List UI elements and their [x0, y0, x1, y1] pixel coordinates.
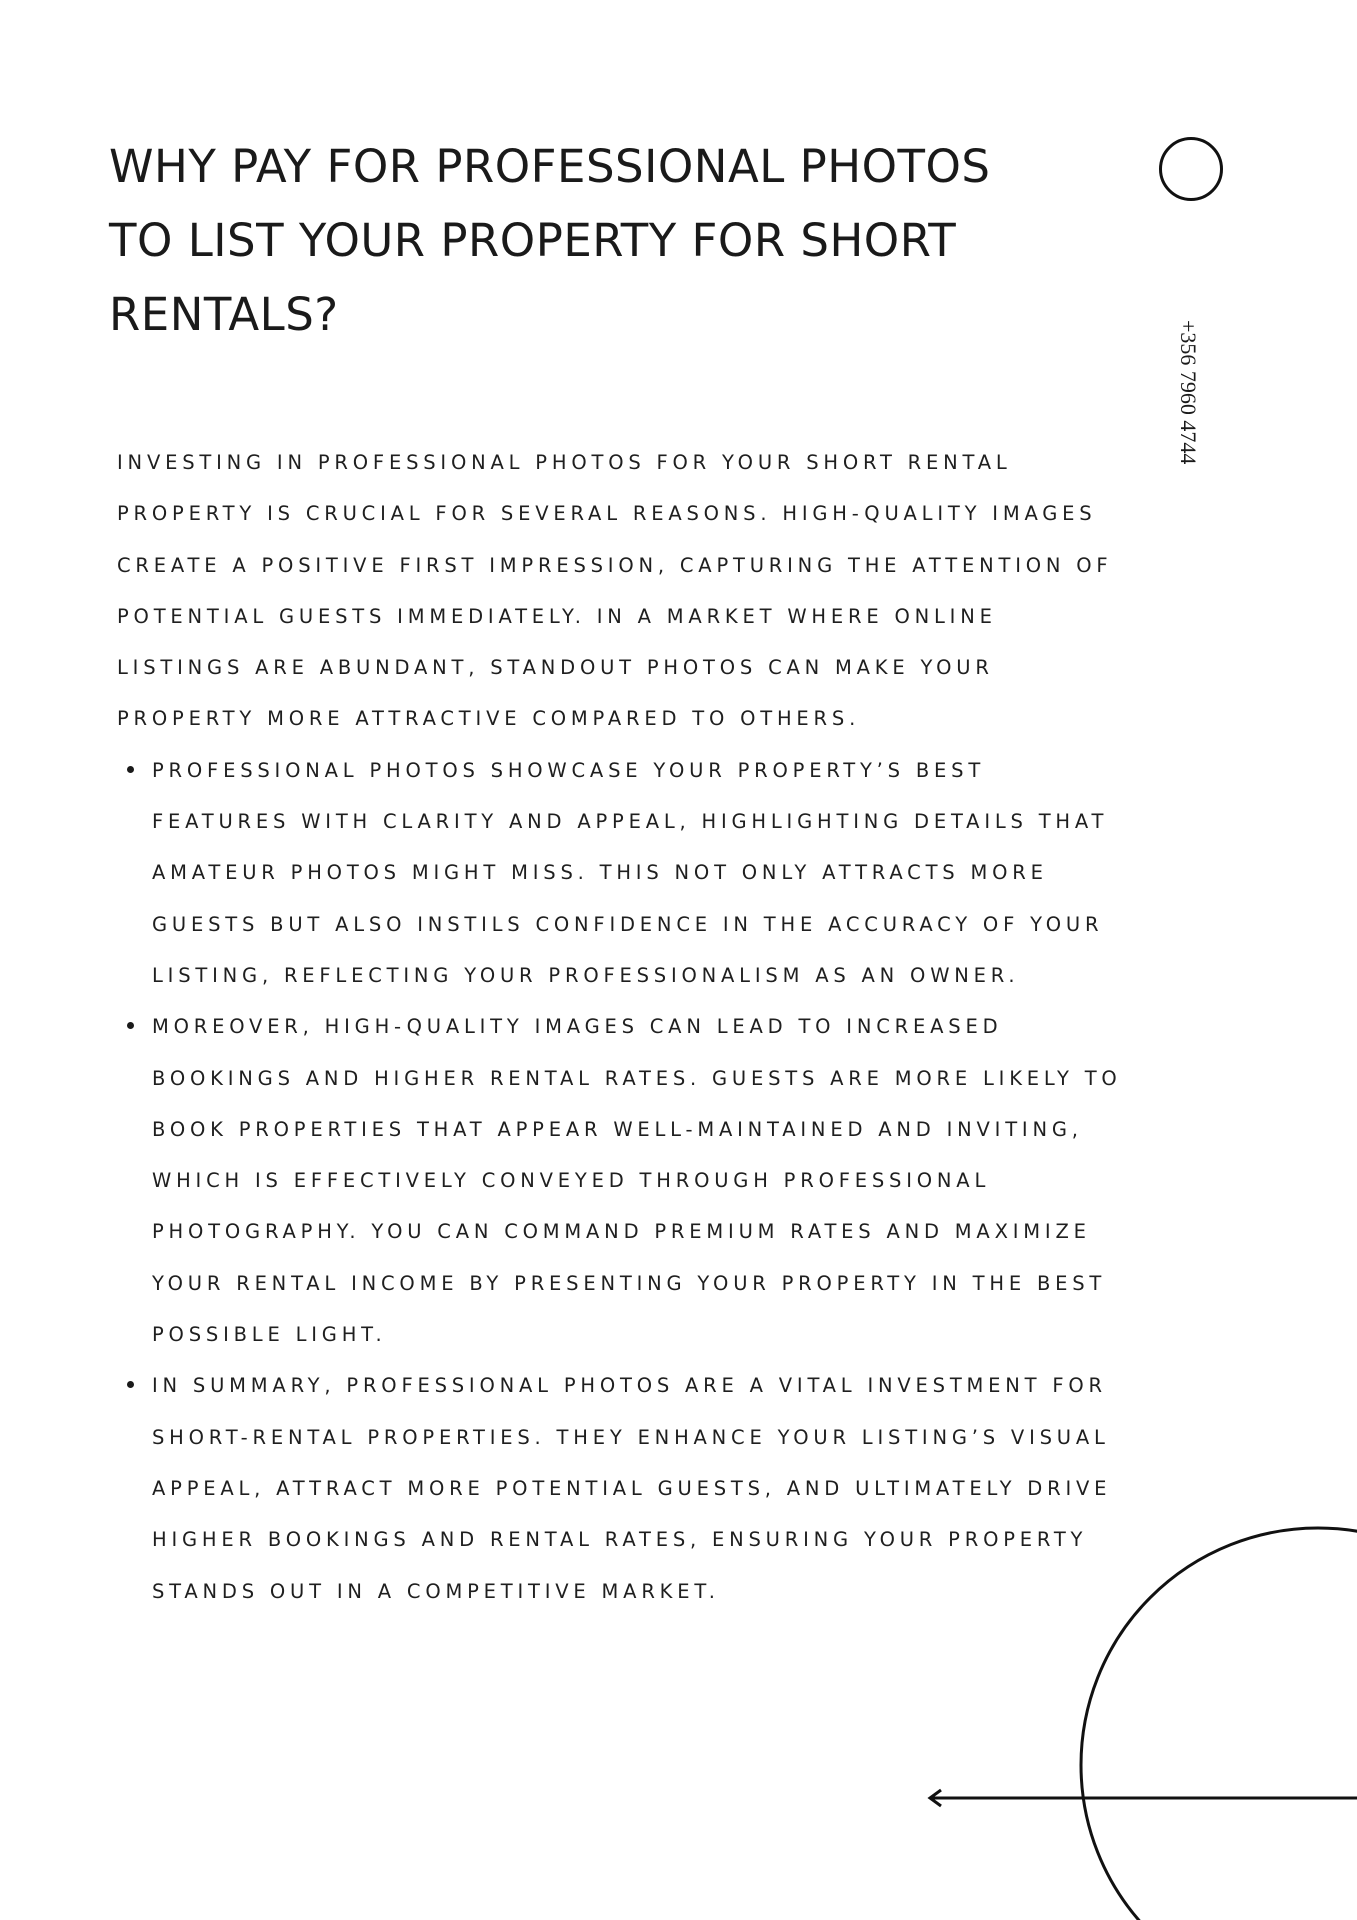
bullet-line: PROFESSIONAL PHOTOS SHOWCASE YOUR PROPERTY’S BEST [152, 758, 986, 782]
bullet-line: MOREOVER, HIGH-QUALITY IMAGES CAN LEAD TO INCREASED [152, 1015, 1003, 1039]
intro-line: PROPERTY MORE ATTRACTIVE COMPARED TO OTHERS. [117, 707, 861, 731]
bullet-line: BOOKINGS AND HIGHER RENTAL RATES. GUESTS ARE MORE LIKELY TO [152, 1066, 1122, 1090]
bullet-line: YOUR RENTAL INCOME BY PRESENTING YOUR PROPERTY IN THE BEST [152, 1271, 1107, 1295]
large-circle-decoration [1081, 1528, 1357, 1920]
bullet-line: HIGHER BOOKINGS AND RENTAL RATES, ENSURING YOUR PROPERTY [152, 1528, 1088, 1552]
bullet-line: APPEAL, ATTRACT MORE POTENTIAL GUESTS, AND ULTIMATELY DRIVE [152, 1476, 1112, 1500]
bullet-line: SHORT-RENTAL PROPERTIES. THEY ENHANCE YOUR LISTING’S VISUAL [152, 1425, 1110, 1449]
bullet-line: AMATEUR PHOTOS MIGHT MISS. THIS NOT ONLY ATTRACTS MORE [152, 861, 1048, 885]
bullet-line: GUESTS BUT ALSO INSTILS CONFIDENCE IN THE ACCURACY OF YOUR [152, 912, 1104, 936]
intro-line: PROPERTY IS CRUCIAL FOR SEVERAL REASONS. HIGH-QUALITY IMAGES [117, 502, 1097, 526]
bullet-line: PHOTOGRAPHY. YOU CAN COMMAND PREMIUM RATES AND MAXIMIZE [152, 1220, 1091, 1244]
title-line-2: TO LIST YOUR PROPERTY FOR SHORT [109, 214, 957, 267]
title-line-1: WHY PAY FOR PROFESSIONAL PHOTOS [109, 140, 991, 193]
bullet-line: BOOK PROPERTIES THAT APPEAR WELL-MAINTAINED AND INVITING, [152, 1117, 1083, 1141]
phone-number: +356 7960 4744 [1176, 320, 1201, 465]
intro-line: POTENTIAL GUESTS IMMEDIATELY. IN A MARKET WHERE ONLINE [117, 604, 997, 628]
bullet-line: STANDS OUT IN A COMPETITIVE MARKET. [152, 1579, 720, 1603]
bullet-line: LISTING, REFLECTING YOUR PROFESSIONALISM AS AN OWNER. [152, 963, 1020, 987]
bullet-line: FEATURES WITH CLARITY AND APPEAL, HIGHLIGHTING DETAILS THAT [152, 810, 1109, 834]
arrow-left-icon [930, 1790, 1357, 1806]
bullet-line: WHICH IS EFFECTIVELY CONVEYED THROUGH PROFESSIONAL [152, 1169, 991, 1193]
intro-line: LISTINGS ARE ABUNDANT, STANDOUT PHOTOS CAN MAKE YOUR [117, 656, 994, 680]
title-line-3: RENTALS? [109, 288, 339, 341]
intro-line: INVESTING IN PROFESSIONAL PHOTOS FOR YOUR SHORT RENTAL [117, 451, 1012, 474]
intro-line: CREATE A POSITIVE FIRST IMPRESSION, CAPTURING THE ATTENTION OF [117, 553, 1113, 577]
bullet-line: POSSIBLE LIGHT. [152, 1323, 387, 1347]
bullet-line: IN SUMMARY, PROFESSIONAL PHOTOS ARE A VITAL INVESTMENT FOR [152, 1374, 1107, 1398]
